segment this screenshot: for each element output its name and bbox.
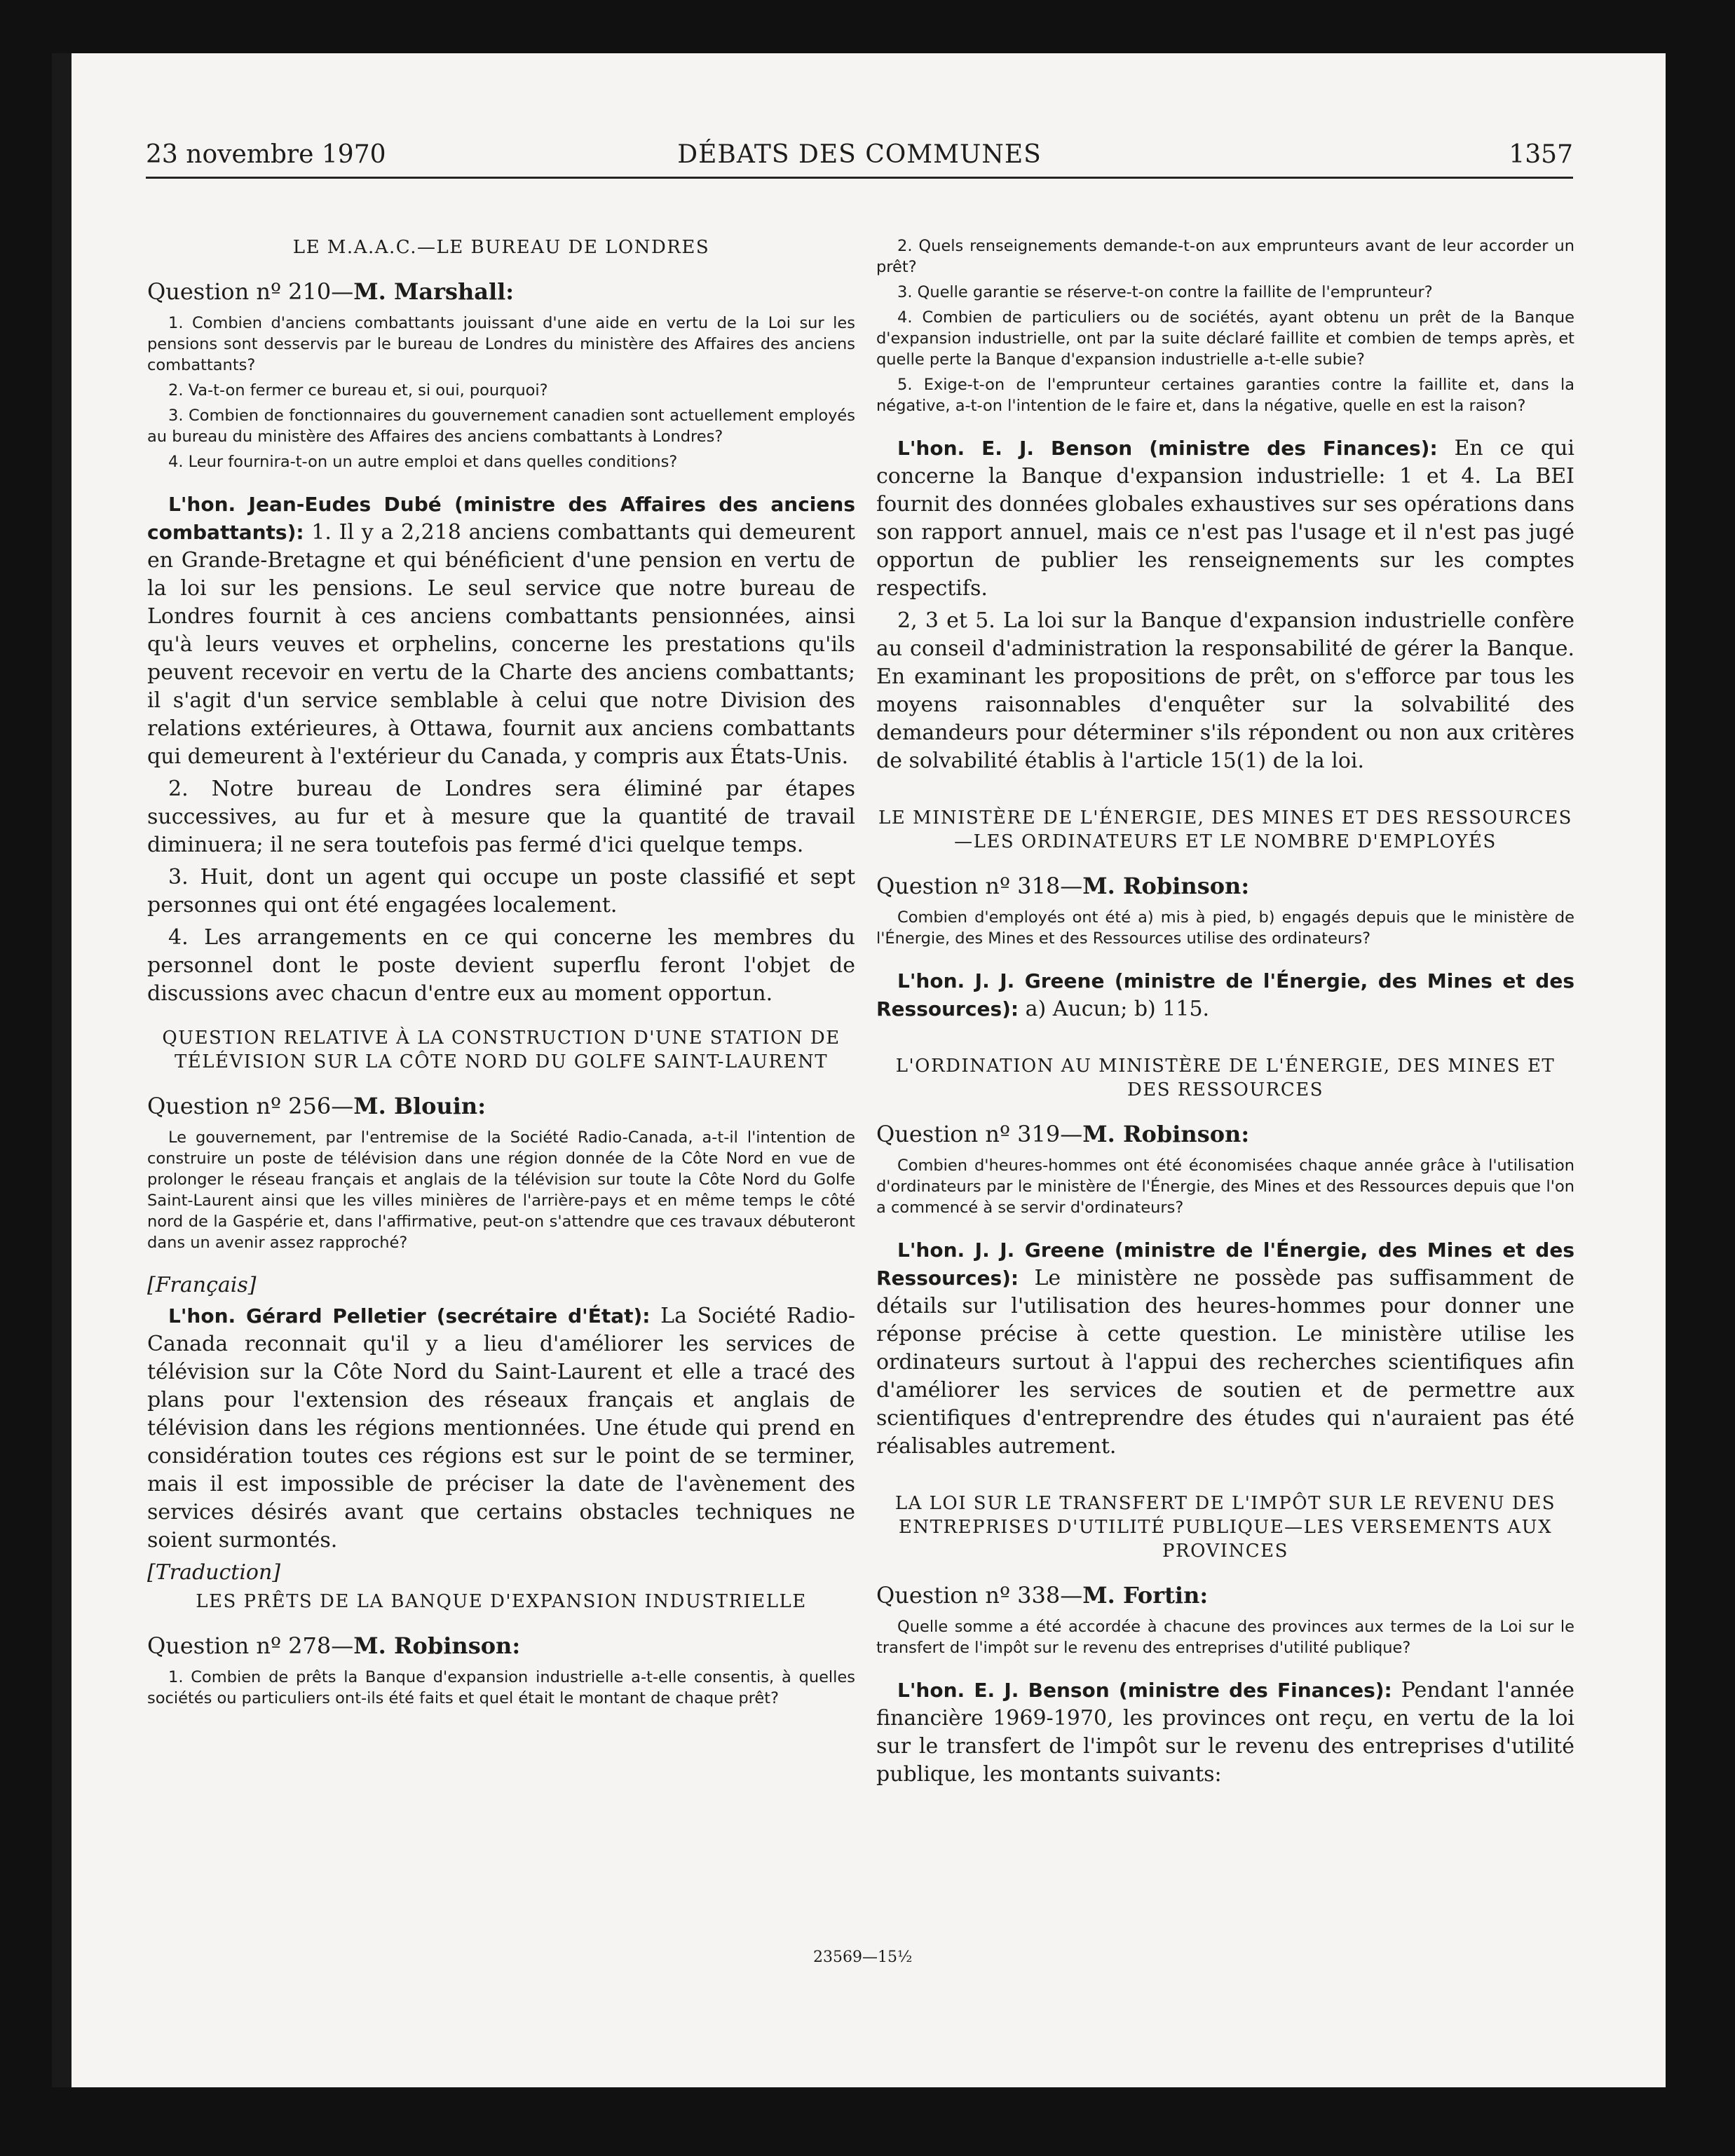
- question-number: Question nº 319—: [876, 1121, 1083, 1147]
- speaker: L'hon. E. J. Benson (ministre des Finances):: [897, 1679, 1392, 1702]
- binding-shadow: [52, 53, 72, 2087]
- answer-text: Le ministère ne possède pas suffisamment de détails sur l'utilisation des heures-hommes pour donner une réponse précise à cette question. Le ministère utilise les ordinateurs surtout à l'appui des recherches scientifiques afin d'améliorer les services de soutien et de permettre aux scientifiques d'entreprendre des études qui n'auraient pas été réalisables autrement.: [876, 1266, 1574, 1459]
- section-heading: L'ORDINATION AU MINISTÈRE DE L'ÉNERGIE, DES MINES ET DES RESSOURCES: [895, 1056, 1556, 1100]
- question-header: [876, 1581, 1574, 1609]
- question-header: [147, 1632, 855, 1660]
- question-header: [147, 278, 855, 306]
- language-tag: [Français]: [147, 1273, 257, 1297]
- answer-paragraph: 2. Notre bureau de Londres sera éliminé par étapes successives, au fur et à mesure que la quantité de travail diminuera; il ne sera toutefois pas fermé d'ici quelque temps.: [147, 777, 855, 857]
- question-text: Combien d'heures-hommes ont été économisées chaque année grâce à l'utilisation d'ordinateurs par le ministère de l'Énergie, des Mines et des Ressources depuis que l'on a commencé à se servir d'ordinateurs?: [876, 1157, 1574, 1217]
- question-number: Question nº 278—: [147, 1632, 354, 1659]
- question-item: 3. Quelle garantie se réserve-t-on contre la faillite de l'emprunteur?: [897, 283, 1433, 301]
- question-author: M. Robinson:: [1082, 873, 1250, 899]
- question-item: 3. Combien de fonctionnaires du gouvernement canadien sont actuellement employés au bureau du ministère des Affaires des anciens combattants à Londres?: [147, 407, 855, 446]
- header-page-number: 1357: [1509, 140, 1573, 169]
- question-item: 5. Exige-t-on de l'emprunteur certaines garanties contre la faillite et, dans la négative, a-t-on l'intention de le faire et, dans la négative, quelle en est la raison?: [876, 376, 1574, 415]
- page-header: [146, 135, 1573, 179]
- answer-text: 1. Il y a 2,218 anciens combattants qui demeurent en Grande-Bretagne et qui bénéficient d'une pension en vertu de la loi sur les pensions. Le seul service que notre bureau de Londres fournit à ces anciens combattants pensionnées, ainsi qu'à leurs veuves et orphelins, concerne les prestations qu'ils peuvent recevoir en vertu de la Charte des anciens combattants; il s'agit d'un service semblable à celui que notre Division des relations extérieures, à Ottawa, fournit aux anciens combattants qui demeurent à l'extérieur du Canada, y compris aux États-Unis.: [147, 520, 855, 769]
- section-heading: LE M.A.A.C.—LE BUREAU DE LONDRES: [292, 237, 710, 258]
- speaker: L'hon. J. J. Greene (ministre de l'Énergie, des Mines et des Ressources):: [876, 969, 1574, 1021]
- question-number: Question nº 256—: [147, 1093, 354, 1119]
- question-item: 1. Combien de prêts la Banque d'expansion industrielle a-t-elle consentis, à quelles sociétés ou particuliers ont-ils été faits et quel était le montant de chaque prêt?: [147, 1668, 855, 1707]
- answer-paragraph: [147, 491, 855, 771]
- answer-paragraph: 3. Huit, dont un agent qui occupe un poste classifié et sept personnes qui ont été engagées localement.: [147, 865, 855, 917]
- question-author: M. Robinson:: [1082, 1121, 1250, 1147]
- section-heading: LES PRÊTS DE LA BANQUE D'EXPANSION INDUSTRIELLE: [196, 1591, 807, 1612]
- answer-text: a) Aucun; b) 115.: [1025, 997, 1210, 1021]
- question-number: Question nº 338—: [876, 1582, 1083, 1609]
- question-author: M. Blouin:: [353, 1093, 486, 1119]
- section-heading: LA LOI SUR LE TRANSFERT DE L'IMPÔT SUR LE REVENU DES ENTREPRISES D'UTILITÉ PUBLIQUE—LES VERSEMENTS AUX PROVINCES: [894, 1493, 1556, 1562]
- answer-text: Pendant l'année financière 1969-1970, les provinces ont reçu, en vertu de la loi sur le transfert de l'impôt sur le revenu des entreprises d'utilité publique, les montants suivants:: [876, 1678, 1574, 1787]
- question-item: 4. Combien de particuliers ou de sociétés, ayant obtenu un prêt de la Banque d'expansion industrielle, ont par la suite déclaré faillite et combien de temps après, et quelle perte la Banque d'expansion industrielle a-t-elle subie?: [876, 308, 1574, 369]
- speaker: L'hon. E. J. Benson (ministre des Finances):: [897, 437, 1438, 460]
- answer-paragraph: [876, 1677, 1574, 1789]
- speaker: L'hon. J. J. Greene (ministre de l'Énergie, des Mines et des Ressources):: [876, 1239, 1574, 1290]
- right-column: [876, 236, 1574, 1793]
- answer-paragraph: [876, 435, 1574, 603]
- section-heading: QUESTION RELATIVE À LA CONSTRUCTION D'UNE STATION DE TÉLÉVISION SUR LA CÔTE NORD DU GOLFE SAINT-LAURENT: [162, 1028, 841, 1072]
- question-number: Question nº 318—: [876, 873, 1083, 899]
- question-item: 2. Quels renseignements demande-t-on aux emprunteurs avant de leur accorder un prêt?: [876, 237, 1574, 276]
- question-item: 1. Combien d'anciens combattants jouissant d'une aide en vertu de la Loi sur les pensions sont desservis par le bureau de Londres du ministère des Affaires des anciens combattants?: [147, 314, 855, 374]
- question-author: M. Marshall:: [353, 278, 515, 305]
- page-footer-code: 23569—15½: [813, 1949, 913, 1966]
- answer-paragraph: [876, 967, 1574, 1023]
- question-item: 2. Va-t-on fermer ce bureau et, si oui, pourquoi?: [168, 381, 548, 400]
- question-header: [876, 872, 1574, 900]
- language-tag: [Traduction]: [147, 1560, 281, 1585]
- question-text: Quelle somme a été accordée à chacune des provinces aux termes de la Loi sur le transfert de l'impôt sur le revenu des entreprises d'utilité publique?: [876, 1618, 1574, 1657]
- section-heading: LE MINISTÈRE DE L'ÉNERGIE, DES MINES ET DES RESSOURCES—LES ORDINATEURS ET LE NOMBRE D'EMPLOYÉS: [878, 807, 1572, 852]
- question-author: M. Robinson:: [353, 1632, 521, 1659]
- question-header: [147, 1092, 855, 1120]
- answer-paragraph: 4. Les arrangements en ce qui concerne les membres du personnel dont le poste devient superflu feront l'objet de discussions avec chacun d'entre eux au moment opportun.: [147, 925, 855, 1006]
- question-header: [876, 1120, 1574, 1148]
- speaker: L'hon. Jean-Eudes Dubé (ministre des Affaires des anciens combattants):: [147, 493, 855, 544]
- answer-text: En ce qui concerne la Banque d'expansion industrielle: 1 et 4. La BEI fournit des données globales exhaustives sur ses opérations dans son rapport annuel, mais ce n'est pas l'usage et il n'est pas jugé opportun de publier les renseignements sur les comptes respectifs.: [876, 436, 1574, 601]
- answer-paragraph: [876, 1236, 1574, 1461]
- answer-text: La Société Radio-Canada reconnait qu'il y a lieu d'améliorer les services de télévision sur la Côte Nord du Saint-Laurent et elle a tracé des plans pour l'extension des réseaux français et anglais de télévision dans les régions mentionnées. Une étude qui prend en considération toutes ces régions est sur le point de se terminer, mais il est impossible de préciser la date de l'avènement des services désirés avant que certains obstacles techniques ne soient surmontés.: [147, 1304, 855, 1553]
- question-number: Question nº 210—: [147, 278, 354, 305]
- header-date: 23 novembre 1970: [146, 140, 386, 169]
- answer-paragraph: [147, 1302, 855, 1555]
- question-author: M. Fortin:: [1082, 1582, 1209, 1609]
- speaker: L'hon. Gérard Pelletier (secrétaire d'État):: [168, 1304, 651, 1328]
- question-text: Le gouvernement, par l'entremise de la Société Radio-Canada, a-t-il l'intention de construire un poste de télévision dans une région donnée de la Côte Nord en vue de prolonger le réseau français et anglais de la télévision sur toute la Côte Nord du Golfe Saint-Laurent ainsi que les villes minières de l'arrière-pays et en même temps le côté nord de la Gaspérie et, dans l'affirmative, peut-on s'attendre que ces travaux débuteront dans un avenir assez rapproché?: [147, 1128, 855, 1252]
- header-title: DÉBATS DES COMMUNES: [677, 140, 1042, 169]
- question-text: Combien d'employés ont été a) mis à pied, b) engagés depuis que le ministère de l'Énergie, des Mines et des Ressources utilise des ordinateurs?: [876, 908, 1574, 948]
- question-item: 4. Leur fournira-t-on un autre emploi et dans quelles conditions?: [168, 453, 678, 471]
- answer-paragraph: 2, 3 et 5. La loi sur la Banque d'expansion industrielle confère au conseil d'administration la responsabilité de gérer la Banque. En examinant les propositions de prêt, on s'efforce par tous les moyens raisonnables d'enquêter sur la solvabilité des demandeurs pour déterminer s'ils répondent ou non aux critères de solvabilité établis à l'article 15(1) de la loi.: [876, 608, 1574, 773]
- left-column: [147, 236, 855, 1713]
